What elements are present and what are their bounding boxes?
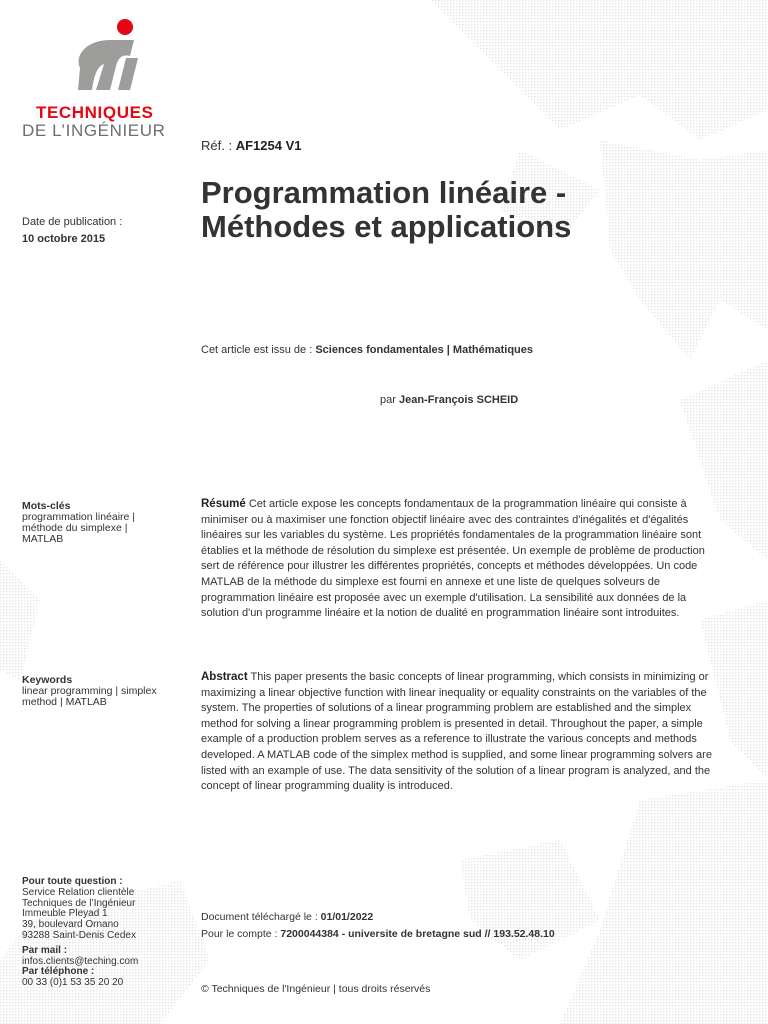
keywords-fr bbox=[22, 500, 135, 545]
resume-lead: Résumé bbox=[201, 498, 246, 510]
author bbox=[380, 394, 518, 406]
download-account-row bbox=[201, 928, 555, 940]
contact-line2: Techniques de l’Ingénieur bbox=[22, 897, 136, 909]
brand-name-line2: DE L’INGÉNIEUR bbox=[22, 121, 166, 140]
contact-line4: 39, boulevard Ornano bbox=[22, 919, 119, 931]
author-label: par bbox=[380, 394, 396, 406]
download-account-label: Pour le compte : bbox=[201, 928, 278, 940]
page-title bbox=[201, 176, 721, 244]
techniques-ingenieur-logo bbox=[70, 18, 150, 100]
title-line2: Méthodes et applications bbox=[201, 209, 572, 244]
reference-label: Réf. : bbox=[201, 138, 233, 153]
download-date-label: Document téléchargé le : bbox=[201, 911, 318, 923]
keywords-fr-line1: programmation linéaire | bbox=[22, 511, 136, 523]
abstract-paragraph bbox=[201, 670, 716, 795]
keywords-en-heading: Keywords bbox=[22, 674, 73, 686]
resume-text: Cet article expose les concepts fondamentaux de la programmation linéaire qui consiste à minimiser ou à maximiser une fonction objectif linéaire avec des contraintes d'inégalités et d'égalités linéaires sur les variables du système. Les propriétés fondamentales de la programmation linéaire sont établies et la méthode de résolution du simplexe est présentée. Un exemple de problème de production sert de référence pour illustrer les différentes propriétés, concepts et méthodes développées. Un code MATLAB de la méthode du simplexe est fourni en annexe et une liste de quelques solveurs de programmation linéaire est proposée avec un exemple d'utilisation. La sensibilité aux données de la solution d'un programme linéaire et la notion de dualité en programmation linéaire sont introduites. bbox=[201, 498, 705, 620]
contact-line5: 93288 Saint-Denis Cedex bbox=[22, 929, 136, 941]
brand-name-line1: TECHNIQUES bbox=[36, 103, 154, 122]
keywords-fr-line3: MATLAB bbox=[22, 533, 64, 545]
keywords-en bbox=[22, 674, 157, 708]
author-name: Jean-François SCHEID bbox=[398, 394, 519, 406]
abstract-text: This paper presents the basic concepts of linear programming, which consists in minimizing or maximizing a linear objective function with linear inequality or equality constraints on the variables of the system. The properties of solutions of a linear programming problem are established and the simplex method for solving a linear programming problem is presented in detail. Throughout the paper, a simple example of a production problem serves as a reference to illustrate the various concepts and methods developed. A MATLAB code of the simplex method is supplied, and some linear programming solvers are listed with an example of use. The data sensitivity of the solution of a linear program is analyzed, and the concept of linear programming duality is introduced. bbox=[201, 671, 712, 793]
copyright: © Techniques de l'Ingénieur | tous droits réservés bbox=[201, 983, 431, 995]
source-value: Sciences fondamentales | Mathématiques bbox=[315, 344, 533, 356]
reference bbox=[201, 138, 301, 153]
publication-date-label: Date de publication : bbox=[22, 216, 123, 228]
reference-value: AF1254 V1 bbox=[235, 138, 302, 153]
abstract-lead: Abstract bbox=[201, 671, 248, 683]
contact-mail-label: Par mail : bbox=[22, 944, 68, 956]
contact-line3: Immeuble Pleyad 1 bbox=[22, 908, 108, 920]
title-line1: Programmation linéaire - bbox=[201, 175, 567, 210]
keywords-fr-line2: méthode du simplexe | bbox=[22, 522, 128, 534]
download-date: 01/01/2022 bbox=[320, 911, 374, 923]
logo-red-dot bbox=[117, 19, 133, 35]
contact-question-label: Pour toute question : bbox=[22, 876, 123, 887]
contact-mail[interactable]: infos.clients@teching.com bbox=[22, 955, 139, 967]
publication-date: 10 octobre 2015 bbox=[22, 233, 106, 245]
keywords-en-line2: method | MATLAB bbox=[22, 696, 107, 708]
contact-block bbox=[22, 877, 138, 989]
contact-line1: Service Relation clientèle bbox=[22, 886, 135, 898]
logo-grey-stroke bbox=[118, 58, 138, 90]
download-account: 7200044384 - universite de bretagne sud // 193.52.48.10 bbox=[280, 928, 555, 940]
contact-phone-label: Par téléphone : bbox=[22, 966, 95, 978]
resume-paragraph bbox=[201, 497, 716, 622]
article-source bbox=[201, 344, 533, 356]
keywords-fr-heading: Mots-clés bbox=[22, 500, 71, 512]
download-date-row bbox=[201, 911, 373, 923]
keywords-en-line1: linear programming | simplex bbox=[22, 685, 157, 697]
contact-phone: 00 33 (0)1 53 35 20 20 bbox=[22, 977, 124, 989]
source-label: Cet article est issu de : bbox=[201, 344, 313, 356]
